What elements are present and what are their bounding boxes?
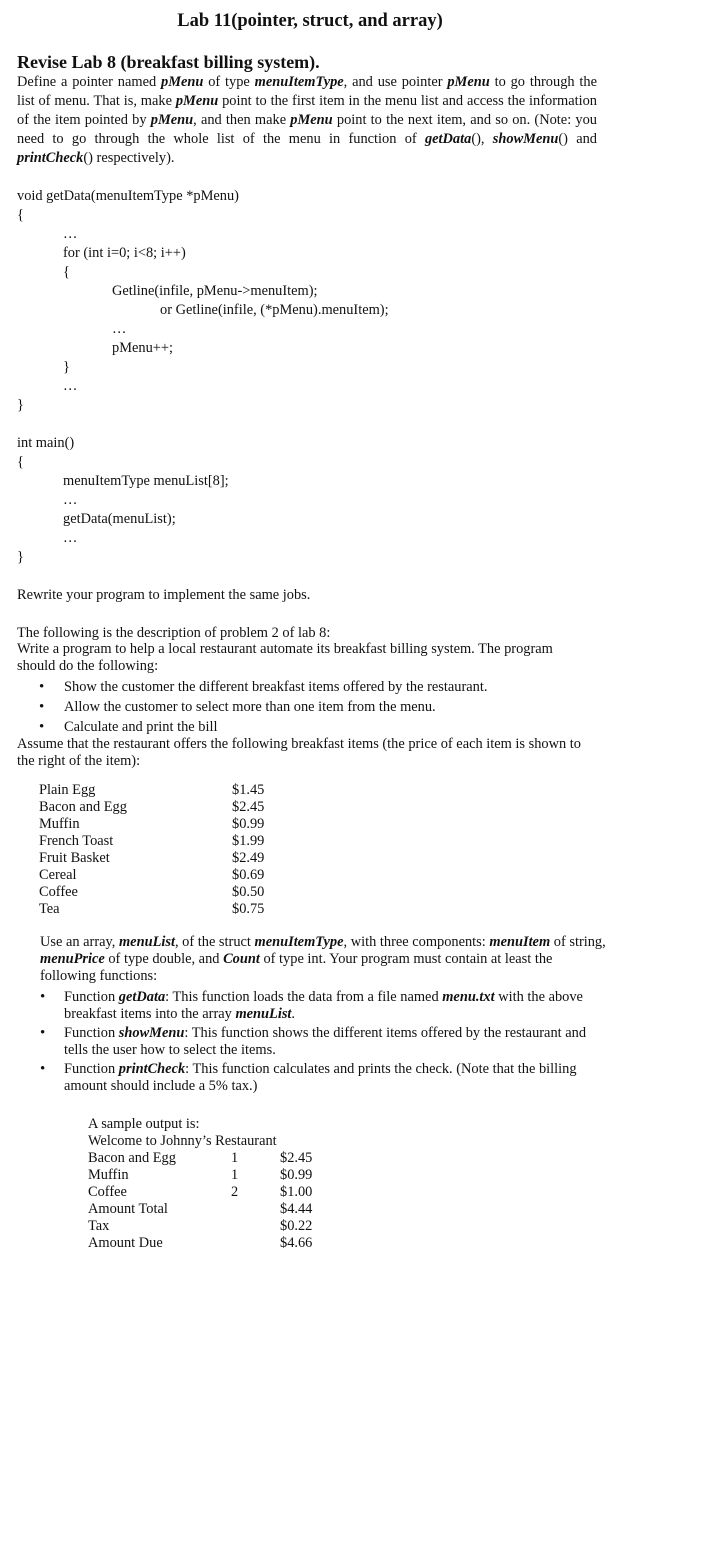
table-row: Coffee 2 $1.00: [88, 1184, 313, 1200]
section-heading: Revise Lab 8 (breakfast billing system).: [17, 52, 320, 72]
code-line: …: [63, 226, 78, 242]
menu-price-table: [39, 782, 264, 918]
table-row: Tea $0.75: [39, 901, 265, 917]
code-line: …: [63, 492, 78, 508]
code-line: }: [17, 397, 24, 413]
code-line: pMenu++;: [112, 340, 173, 356]
list-item: • Calculate and print the bill: [17, 718, 487, 738]
problem-description: Write a program to help a local restaurant automate its breakfast billing system. The program should do the following:: [17, 641, 553, 674]
code-line: {: [63, 264, 70, 280]
table-row: Coffee $0.50: [39, 884, 265, 900]
table-row: Amount Due $4.66: [88, 1235, 313, 1251]
code-line: menuItemType menuList[8];: [63, 473, 229, 489]
list-item: • Function printCheck: This function calculates and prints the check. (Note that the billing amount should include a 5% tax.): [40, 1061, 610, 1095]
list-item: • Allow the customer to select more than one item from the menu.: [17, 698, 487, 718]
table-row: Plain Egg $1.45: [39, 782, 265, 798]
code-line: }: [63, 359, 70, 375]
requirement-list: [17, 678, 487, 738]
table-row: Bacon and Egg $2.45: [39, 799, 265, 815]
array-description: Use an array, menuList, of the struct menuItemType, with three components: menuItem of string, menuPrice of type double, and Count of type int. Your program must contain at least the following functions:: [40, 934, 606, 984]
code-line: …: [63, 530, 78, 546]
function-list: [40, 989, 610, 1095]
code-line: Getline(infile, pMenu->menuItem);: [112, 283, 318, 299]
intro-paragraph: Define a pointer named pMenu of type menuItemType, and use pointer pMenu to go through the list of menu. That is, make pMenu point to the first item in the menu list and access the information of the item pointed by pMenu, and then make pMenu point to the next item, and so on. (Note: you need to go through the whole list of the menu in function of getData(), showMenu() and printCheck() respectively).: [17, 74, 598, 166]
sample-welcome: Welcome to Johnny’s Restaurant: [88, 1133, 277, 1149]
sample-table: [88, 1150, 312, 1252]
code-line: …: [112, 321, 127, 337]
table-row: Tax $0.22: [88, 1218, 313, 1234]
table-row: Bacon and Egg 1 $2.45: [88, 1150, 313, 1166]
code-line: }: [17, 549, 24, 565]
code-line: void getData(menuItemType *pMenu): [17, 188, 239, 204]
code-line: {: [17, 207, 24, 223]
table-row: Cereal $0.69: [39, 867, 265, 883]
problem-intro: The following is the description of problem 2 of lab 8:: [17, 625, 331, 641]
code-line: {: [17, 454, 24, 470]
table-row: Muffin 1 $0.99: [88, 1167, 313, 1183]
page-title: Lab 11(pointer, struct, and array): [177, 11, 443, 31]
list-item: • Function showMenu: This function shows the different items offered by the restaurant and tells the user how to select the items.: [40, 1025, 610, 1059]
table-row: Muffin $0.99: [39, 816, 265, 832]
list-item: • Show the customer the different breakfast items offered by the restaurant.: [17, 678, 487, 698]
code-line: int main(): [17, 435, 75, 451]
code-line: or Getline(infile, (*pMenu).menuItem);: [160, 302, 389, 318]
rewrite-instruction: Rewrite your program to implement the same jobs.: [17, 587, 311, 603]
code-line: …: [63, 378, 78, 394]
code-line: for (int i=0; i<8; i++): [63, 245, 186, 261]
sample-label: A sample output is:: [88, 1116, 200, 1132]
table-row: French Toast $1.99: [39, 833, 265, 849]
table-row: Fruit Basket $2.49: [39, 850, 265, 866]
list-item: • Function getData: This function loads the data from a file named menu.txt with the above breakfast items into the array menuList.: [40, 989, 610, 1023]
table-row: Amount Total $4.44: [88, 1201, 313, 1217]
sample-output: [88, 1116, 312, 1252]
code-line: getData(menuList);: [63, 511, 176, 527]
assumption-text: Assume that the restaurant offers the following breakfast items (the price of each item is shown to the right of the item):: [17, 736, 582, 769]
